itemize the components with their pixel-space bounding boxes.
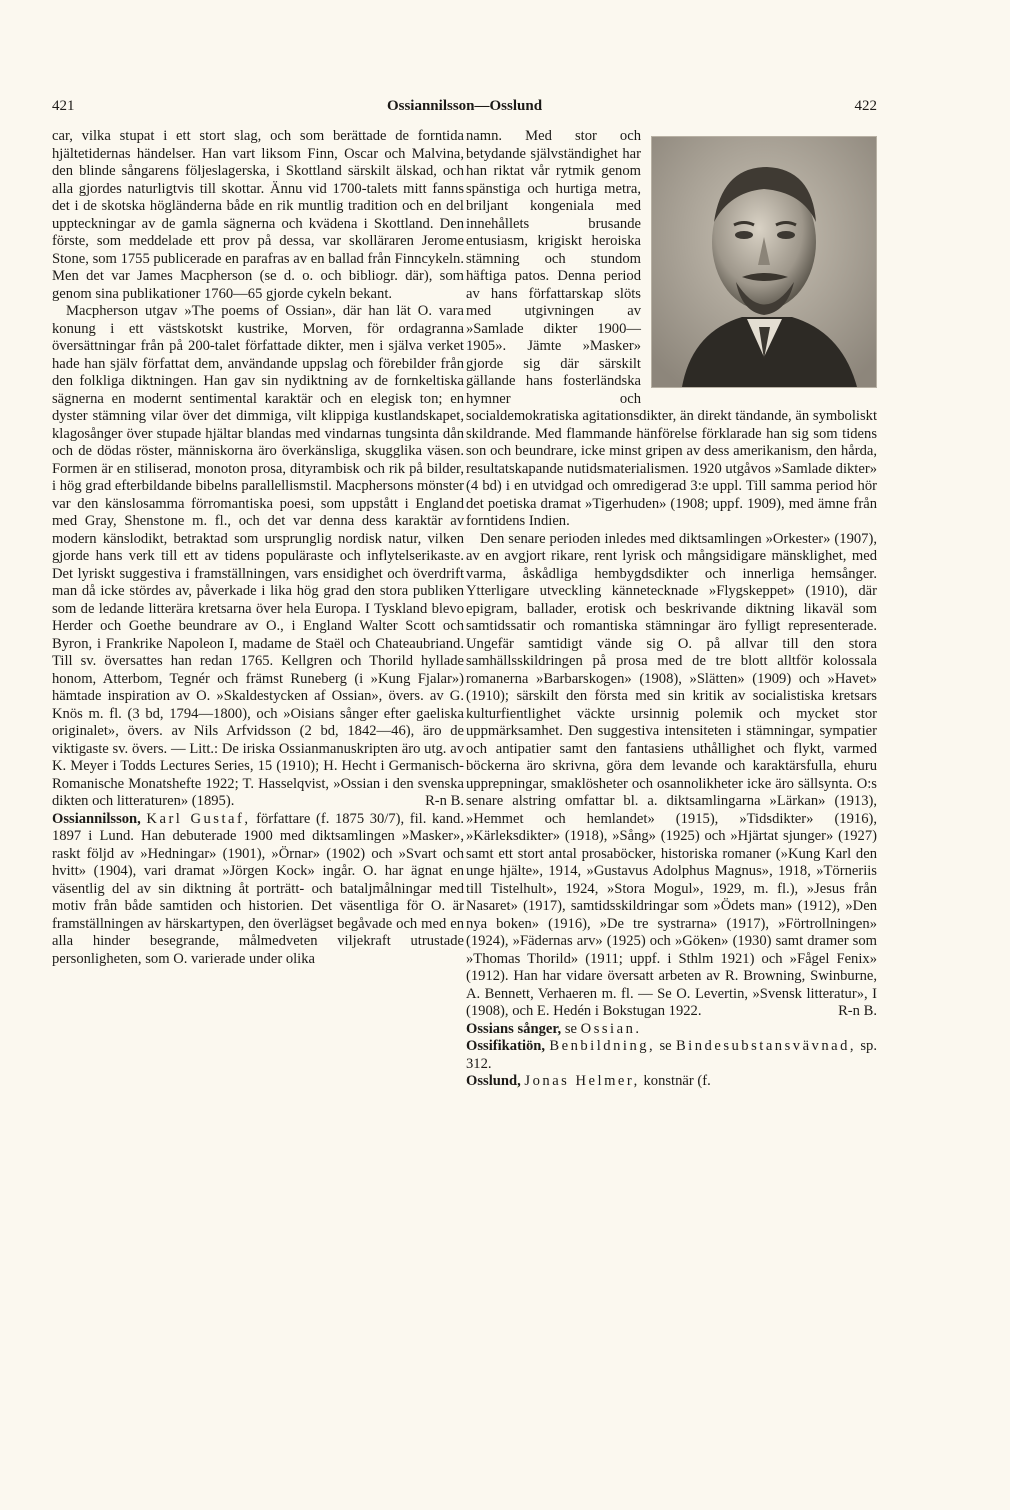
cross-reference: Bindesubstansvävnad,: [675, 1038, 857, 1054]
ossiannilsson-continuation: namn. Med stor och betydande självständighet har han riktat vår rytmik genom spänstiga och hurtiga metra, briljant kongeniala med innehållets brusande entusiasm, krigiskt heroiska stämning och stundom häftiga patos. Denna period av hans författarskap slöts med utgivningen av »Samlade dikter 1900—1905». Jämte »Masker» gjorde sig där särskilt gällande hans fosterländska hymner och socialdemokratiska agitationsdikter, än direkt tändande, än symboliskt skildrande. Med flammande hänförelse förklarade han sig som tidens son och beundrare, icke minst gripen av dess amerikanism, den hårda, resultatskapande nutidsmaterialismen. 1920 utgåvos »Samlade dikter» (4 bd) i en utvidgad och omredigerad 3:e uppl. Till samma period hör det poetiska dramat »Tigerhuden» (1908; uppf. 1909), med ämne från forntidens Indien.: [466, 128, 877, 529]
entry-text: se: [564, 1020, 577, 1037]
ossian-paragraph-2-text: Macpherson utgav »The poems of Ossian», där han lät O. vara konung i ett västskotskt kustrike, Morven, för ordagranna översättningar från på 200-talet författade dikter, men i själva verket hade han själv författat dem, användande uppslag och förebilder från den folkliga diktningen. Han gav sin nydiktning av de fornkeltiska sägnerna en modernt sentimental karaktär och en elegisk ton; en dyster stämning vilar över det dimmiga, vilt klippiga kustlandskapet, klagosånger över stupade hjältar blandas med vindarnas tungsinta dån och de dödas röster, människorna äro överkänsliga, skugglika väsen. Formen är en stiliserad, monoton prosa, dityrambisk och rik på bilder, i hög grad efterbildande bibelns parallellismstil. Macphersons mönster var den känslosamma förromantiska poesi, som uppstått i England med Gray, Shenstone m. fl., och det var denna dess karaktär av modern känslodikt, betraktad som ursprunglig nordisk natur, vilken gjorde hans verk till ett av tidens populäraste och inflytelserikaste. Det lyriskt suggestiva i framställningen, vars ensidighet och överdrift man då icke stördes av, påverkade i lika hög grad den stora publiken som de ledande litterära kretsarna över hela Europa. I Tyskland blevo Herder och Goethe beundrare av O., i England Walter Scott och Byron, i Frankrike Napoleon I, madame de Staël och Chateaubriand. Till sv. översattes han redan 1765. Kellgren och Thorild hyllade honom, Atterbom, Tegnér och främst Runeberg (i »Kung Fjalar») hämtade inspiration av O. »Skaldestycken af Ossian», övers. av G. Knös m. fl. (3 bd, 1794—1800), och »Oisians sånger efter gaeliska originalet», övers. av Nils Arfvidsson (2 bd, 1842—46), äro de viktigaste sv. övers. — Litt.: De iriska Ossianmanuskripten äro utg. av K. Meyer i Todds Lectures Series, 15 (1910); H. Hecht i Germanisch-Romanische Monatshefte 1922; T. Hasselqvist, »Ossian i den svenska dikten och litteraturen» (1895).: [52, 303, 464, 809]
portrait-image: [652, 137, 876, 387]
entry-lemma: Osslund,: [466, 1073, 521, 1089]
cross-reference: Ossian.: [580, 1020, 642, 1037]
entry-lemma: Ossifikatiön,: [466, 1038, 546, 1054]
portrait-photo: [651, 136, 877, 388]
signature: R-n B.: [425, 793, 464, 809]
running-title: Ossiannilsson—Osslund: [386, 98, 543, 114]
entry-ossifikation: [466, 1038, 877, 1073]
right-column: [466, 128, 877, 1091]
entry-ossiannilsson: [52, 811, 464, 969]
entry-text: se: [659, 1038, 672, 1054]
later-period-text: Den senare perioden inledes med diktsamlingen »Orkester» (1907), av en avgjort rikare, rent lyrisk och mångsidigare mänsklighet, med varma, åskådliga hembygdsdikter och innerliga hemsånger. Ytterligare utveckling kännetecknade »Flygskeppet» (1910), där epigram, ballader, erotisk och beskrivande diktning likaväl som samtidssatir och romantiska stämningar äro fylligt representerade. Ungefär samtidigt vände sig O. på allvar till den stora samhällsskildringen på prosa med de tre blott alltför kolossala romanerna »Barbarskogen» (1908), »Slätten» (1909) och »Havet» (1910); särskilt den första med sin kritik av socialistiska kretsars kulturfientlighet väckte ursinnig polemik och mycket stor uppmärksamhet. Den suggestiva intensiteten i stämningar, sympatier och antipatier samt den fantasiens uthållighet och flykt, varmed böckerna äro skrivna, göra dem levande och karaktärsfulla, ehuru upprepningar, smaklösheter och osannolikheter icke äro sällsynta. O:s senare alstring omfattar bl. a. diktsamlingarna »Lärkan» (1913), »Hemmet och hemlandet» (1915), »Tidsdikter» (1916), »Kärleksdikter» (1918), »Sång» (1925) och »Hjärtat sjunger» (1927) samt ett stort antal prosaböcker, historiska romaner (»Kung Karl den unge hjälte», 1914, »Gustavus Adolphus Magnus», 1918, »Törneriis till Tistelhult», 1924, »Stora Mogul», 1929, m. fl.), »Jesus från Nasaret» (1917), samtidsskildringar som »Ödets man» (1912), »Den nya boken» (1916), »De tre systrarna» (1917), »Förtrollningen» (1924), »Fädernas arv» (1925) och »Göken» (1930) samt dramer som »Thomas Thorild» (1911; uppf. i Sthlm 1921) och »Fågel Fenix» (1912). Han har vidare översatt arbeten av R. Browning, Swinburne, A. Bennett, Verhaeren m. fl. — Se O. Levertin, »Svensk litteratur», I (1908), och E. Hedén i Bokstugan 1922.: [466, 530, 877, 1019]
entry-name: Jonas Helmer,: [524, 1073, 640, 1089]
cross-reference: Benbildning,: [549, 1038, 656, 1054]
page-number-right: 422: [854, 98, 877, 114]
entry-ossians-sanger: [466, 1021, 877, 1039]
page-header: [52, 98, 877, 120]
entry-name: Karl Gustaf,: [146, 810, 251, 827]
entry-lemma: Ossians sånger,: [466, 1020, 562, 1037]
left-column: [52, 128, 464, 968]
entry-osslund: [466, 1073, 877, 1091]
page-number-left: 421: [52, 98, 75, 114]
ossian-paragraph-1: car, vilka stupat i ett stort slag, och som berättade de forntida hjältetidernas händelser. Han vart liksom Finn, Oscar och Malvina, den blinde sångarens följeslagerska, i Skottland särskilt älskad, och alla gjordes naturligtvis till skottar. Ännu vid 1700-talets mitt fanns det i de skotska högländerna både en rik muntlig tradition och en del uppteckningar av de gamla sägnerna och kvädena i Skottland. Den förste, som meddelade ett prov på dessa, var skolläraren Jerome Stone, som 1755 publicerade en parafras av en ballad från Finncykeln. Men det var James Macpherson (se d. o. och bibliogr. där), som genom sina publikationer 1760—65 gjorde cykeln bekant.: [52, 128, 464, 302]
signature-right: R-n B.: [838, 1003, 877, 1019]
entry-text: författare (f. 1875 30/7), fil. kand. 1897 i Lund. Han debuterade 1900 med diktsamlingen »Masker», raskt följd av »Hedningar» (1901), »Örnar» (1902) och »Svart och hvitt» (1904), vari dramat »Jörgen Kock» ingår. O. har ägnat en väsentlig del av sin diktning åt porträtt- och bataljmålningar med motiv från både samtiden och historien. Det väsentliga för O. är framställningen av härskartypen, den överlägset begåvade och med en alla hinder besegrande, målmedveten viljekraft utrustade personligheten, som O. varierade under olika: [52, 810, 464, 967]
ossiannilsson-later-period: [466, 531, 877, 1021]
entry-text: konstnär (f.: [643, 1073, 711, 1089]
entry-text: sp. 312.: [466, 1038, 877, 1072]
ossian-paragraph-2: [52, 303, 464, 811]
entry-lemma: Ossiannilsson,: [52, 810, 141, 827]
